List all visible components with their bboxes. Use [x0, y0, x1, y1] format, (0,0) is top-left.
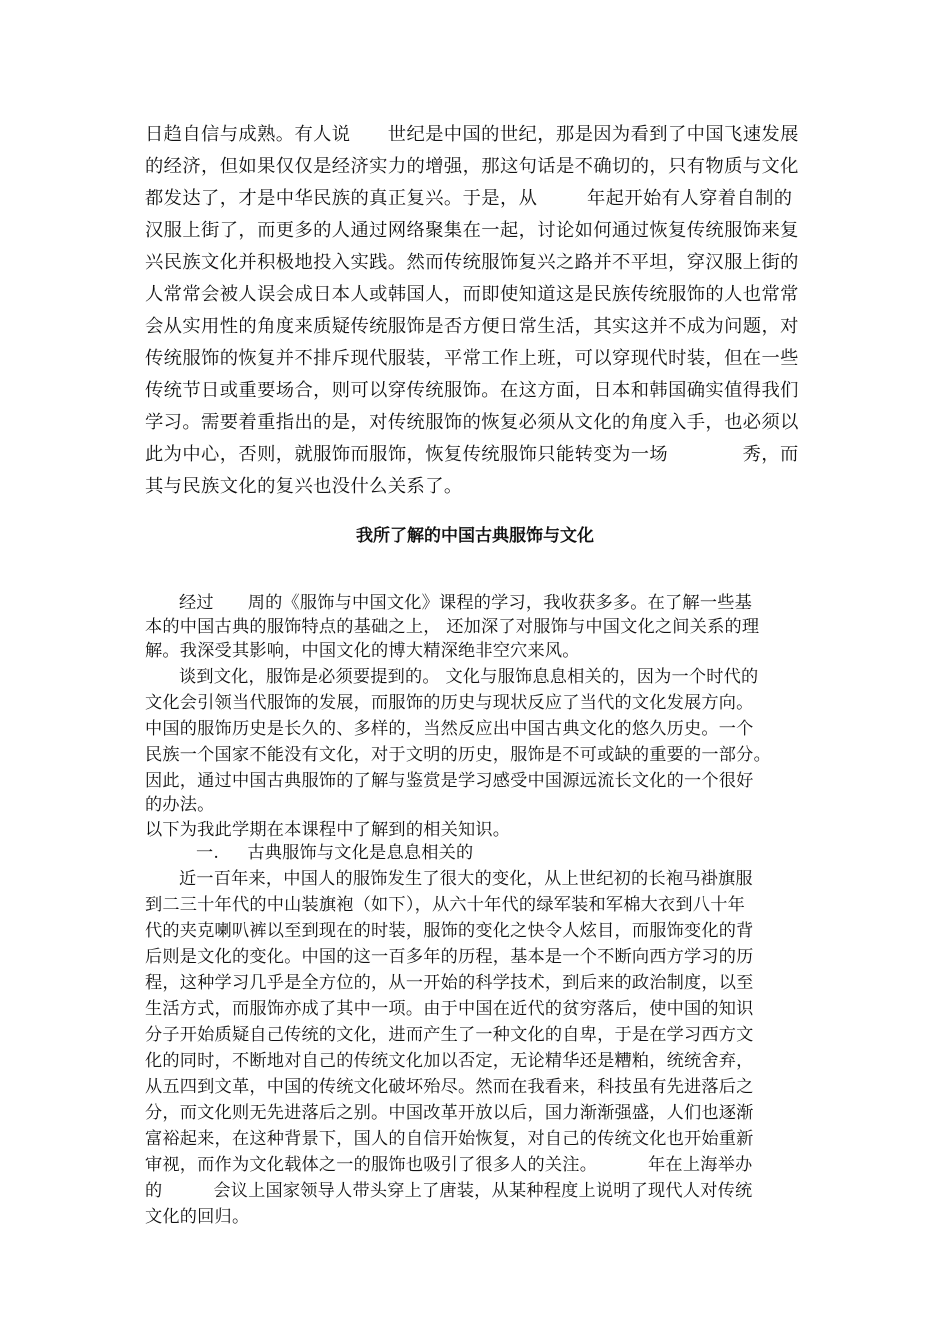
text-line: 代的夹克喇叭裤以至到现在的时装，服饰的变化之快令人炫目，而服饰变化的背 [145, 921, 754, 941]
text-line: 生活方式，而服饰亦成了其中一项。由于中国在近代的贫穷落后，使中国的知识 [145, 999, 754, 1019]
text-line: 兴民族文化并积极地投入实践。然而传统服饰复兴之路并不平坦，穿汉服上街的 [145, 252, 799, 273]
text-line: 其与民族文化的复兴也没什么关系了。 [145, 476, 463, 497]
text-line: 因此，通过中国古典服饰的了解与鉴赏是学习感受中国源远流长文化的一个很好 [145, 771, 754, 791]
text-line: 人常常会被人误会成日本人或韩国人，而即使知道这是民族传统服饰的人也常常 [145, 284, 799, 305]
text-line: 一. 古典服饰与文化是息息相关的 [145, 843, 474, 863]
text-line: 会从实用性的角度来质疑传统服饰是否方便日常生活，其实这并不成为问题，对 [145, 316, 799, 337]
text-line: 文化的回归。 [145, 1207, 250, 1227]
text-line: 汉服上街了，而更多的人通过网络聚集在一起，讨论如何通过恢复传统服饰来复 [145, 220, 799, 241]
text-line: 文化会引领当代服饰的发展，而服饰的历史与现状反应了当代的文化发展方向。 [145, 693, 754, 713]
text-line: 传统服饰的恢复并不排斥现代服装，平常工作上班，可以穿现代时装，但在一些 [145, 348, 799, 369]
text-line: 分，而文化则无先进落后之别。中国改革开放以后，国力渐渐强盛，人们也逐渐 [145, 1103, 754, 1123]
essay-title: 我所了解的中国古典服饰与文化 [356, 526, 594, 546]
text-line: 的经济，但如果仅仅是经济实力的增强，那这句话是不确切的，只有物质与文化 [145, 156, 799, 177]
text-line: 经过 周的《服饰与中国文化》课程的学习，我收获多多。在了解一些基 [145, 593, 752, 613]
text-line: 此为中心，否则，就服饰而服饰，恢复传统服饰只能转变为一场 秀，而 [145, 444, 799, 465]
text-line: 到二三十年代的中山装旗袍（如下），从六十年代的绿军装和军棉大衣到八十年 [145, 895, 745, 915]
text-line: 都发达了，才是中华民族的真正复兴。于是，从 年起开始有人穿着自制的 [145, 188, 793, 209]
text-line: 从五四到文革，中国的传统文化破坏殆尽。然而在我看来，科技虽有先进落后之 [145, 1077, 754, 1097]
text-line: 解。我深受其影响，中国文化的博大精深绝非空穴来风。 [145, 641, 580, 661]
text-line: 谈到文化，服饰是必须要提到的。 文化与服饰息息相关的，因为一个时代的 [145, 667, 759, 687]
text-line: 的 会议上国家领导人带头穿上了唐装，从某种程度上说明了现代人对传统 [145, 1181, 753, 1201]
text-line: 本的中国古典的服饰特点的基础之上， 还加深了对服饰与中国文化之间关系的理 [145, 617, 760, 637]
text-line: 传统节日或重要场合，则可以穿传统服饰。在这方面，日本和韩国确实值得我们 [145, 380, 799, 401]
text-line: 富裕起来，在这种背景下，国人的自信开始恢复，对自己的传统文化也开始重新 [145, 1129, 754, 1149]
text-line: 程，这种学习几乎是全方位的，从一开始的科学技术，到后来的政治制度，以至 [145, 973, 754, 993]
text-line: 审视，而作为文化载体之一的服饰也吸引了很多人的关注。 年在上海举办 [145, 1155, 753, 1175]
text-line: 后则是文化的变化。中国的这一百多年的历程，基本是一个不断向西方学习的历 [145, 947, 754, 967]
text-line: 的办法。 [145, 795, 215, 815]
text-line: 民族一个国家不能没有文化，对于文明的历史，服饰是不可或缺的重要的一部分。 [145, 745, 771, 765]
text-line: 近一百年来，中国人的服饰发生了很大的变化，从上世纪初的长袍马褂旗服 [145, 869, 753, 889]
text-line: 分子开始质疑自己传统的文化，进而产生了一种文化的自卑，于是在学习西方文 [145, 1025, 754, 1045]
text-line: 中国的服饰历史是长久的、多样的，当然反应出中国古典文化的悠久历史。一个 [145, 719, 754, 739]
text-line: 学习。需要着重指出的是，对传统服饰的恢复必须从文化的角度入手，也必须以 [145, 412, 799, 433]
text-line: 日趋自信与成熟。有人说 世纪是中国的世纪，那是因为看到了中国飞速发展 [145, 124, 799, 145]
text-line: 化的同时，不断地对自己的传统文化加以否定，无论精华还是糟粕，统统舍弃， [145, 1051, 754, 1071]
text-line: 以下为我此学期在本课程中了解到的相关知识。 [145, 820, 511, 840]
